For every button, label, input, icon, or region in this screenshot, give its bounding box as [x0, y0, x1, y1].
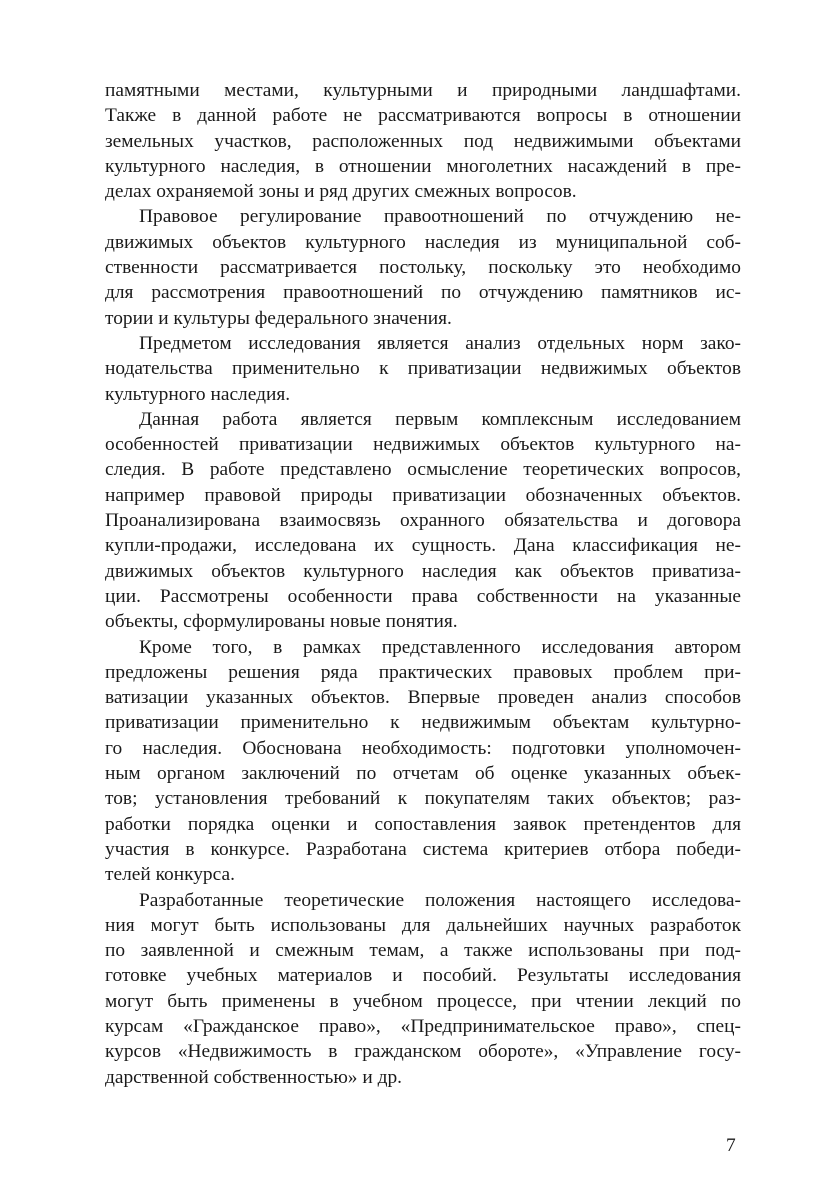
text-line: ватизации указанных объектов. Впервые проведен анализ способов: [105, 687, 741, 709]
text-line: тории и культуры федерального значения.: [105, 307, 452, 329]
text-line: движимых объектов культурного наследия из муниципальной соб-: [105, 231, 741, 253]
text-line: особенностей приватизации недвижимых объектов культурного на-: [105, 434, 741, 456]
text-line: культурного наследия.: [105, 383, 291, 405]
paragraph: [105, 407, 741, 635]
text-line: го наследия. Обоснована необходимость: подготовки уполномочен-: [105, 737, 741, 759]
page-body: [105, 78, 741, 1090]
text-line: участия в конкурсе. Разработана система критериев отбора победи-: [105, 838, 741, 860]
text-line: например правовой природы приватизации обозначенных объектов.: [105, 484, 741, 506]
text-line: ции. Рассмотрены особенности права собственности на указанные: [105, 585, 741, 607]
text-line: делах охраняемой зоны и ряд других смежных вопросов.: [105, 181, 577, 203]
text-line: приватизации применительно к недвижимым объектам культурно-: [105, 712, 741, 734]
paragraph: [105, 331, 741, 407]
paragraph: [105, 204, 741, 330]
text-line: памятными местами, культурными и природными ландшафтами.: [105, 80, 741, 101]
text-line: дарственной собственностью» и др.: [105, 1066, 402, 1088]
text-line: Правовое регулирование правоотношений по отчуждению не-: [139, 206, 741, 228]
text-line: Кроме того, в рамках представленного исследования автором: [139, 636, 741, 658]
text-line: по заявленной и смежным темам, а также использованы при под-: [105, 940, 741, 962]
page-number: 7: [726, 1135, 736, 1156]
text-line: курсов «Недвижимость в гражданском обороте», «Управление госу-: [105, 1041, 741, 1063]
paragraph: [105, 635, 741, 888]
text-line: объекты, сформулированы новые понятия.: [105, 611, 458, 633]
paragraph: [105, 888, 741, 1090]
text-line: культурного наследия, в отношении многолетних насаждений в пре-: [105, 155, 741, 177]
text-line: Предметом исследования является анализ отдельных норм зако-: [139, 332, 741, 354]
text-line: земельных участков, расположенных под недвижимыми объектами: [105, 130, 741, 152]
text-line: Проанализирована взаимосвязь охранного обязательства и договора: [105, 510, 741, 532]
text-line: телей конкурса.: [105, 864, 235, 886]
text-line: готовке учебных материалов и пособий. Результаты исследования: [105, 965, 741, 987]
text-line: ственности рассматривается постольку, поскольку это необходимо: [105, 257, 741, 279]
text-line: для рассмотрения правоотношений по отчуждению памятников ис-: [105, 282, 741, 304]
paragraph: [105, 78, 741, 204]
text-line: ния могут быть использованы для дальнейших научных разработок: [105, 914, 741, 936]
text-line: нодательства применительно к приватизации недвижимых объектов: [105, 358, 741, 380]
text-line: предложены решения ряда практических правовых проблем при-: [105, 661, 741, 683]
text-line: Разработанные теоретические положения настоящего исследова-: [139, 889, 741, 911]
text-line: могут быть применены в учебном процессе, при чтении лекций по: [105, 990, 741, 1012]
text-line: работки порядка оценки и сопоставления заявок претендентов для: [105, 813, 741, 835]
text-line: следия. В работе представлено осмысление теоретических вопросов,: [105, 459, 741, 481]
text-line: курсам «Гражданское право», «Предпринимательское право», спец-: [105, 1015, 741, 1037]
text-line: тов; установления требований к покупателям таких объектов; раз-: [105, 788, 741, 810]
text-line: купли-продажи, исследована их сущность. Дана классификация не-: [105, 535, 741, 557]
text-line: движимых объектов культурного наследия как объектов приватиза-: [105, 560, 741, 582]
text-line: Данная работа является первым комплексным исследованием: [139, 408, 741, 430]
text-line: ным органом заключений по отчетам об оценке указанных объек-: [105, 763, 741, 785]
text-line: Также в данной работе не рассматриваются вопросы в отношении: [105, 105, 741, 127]
